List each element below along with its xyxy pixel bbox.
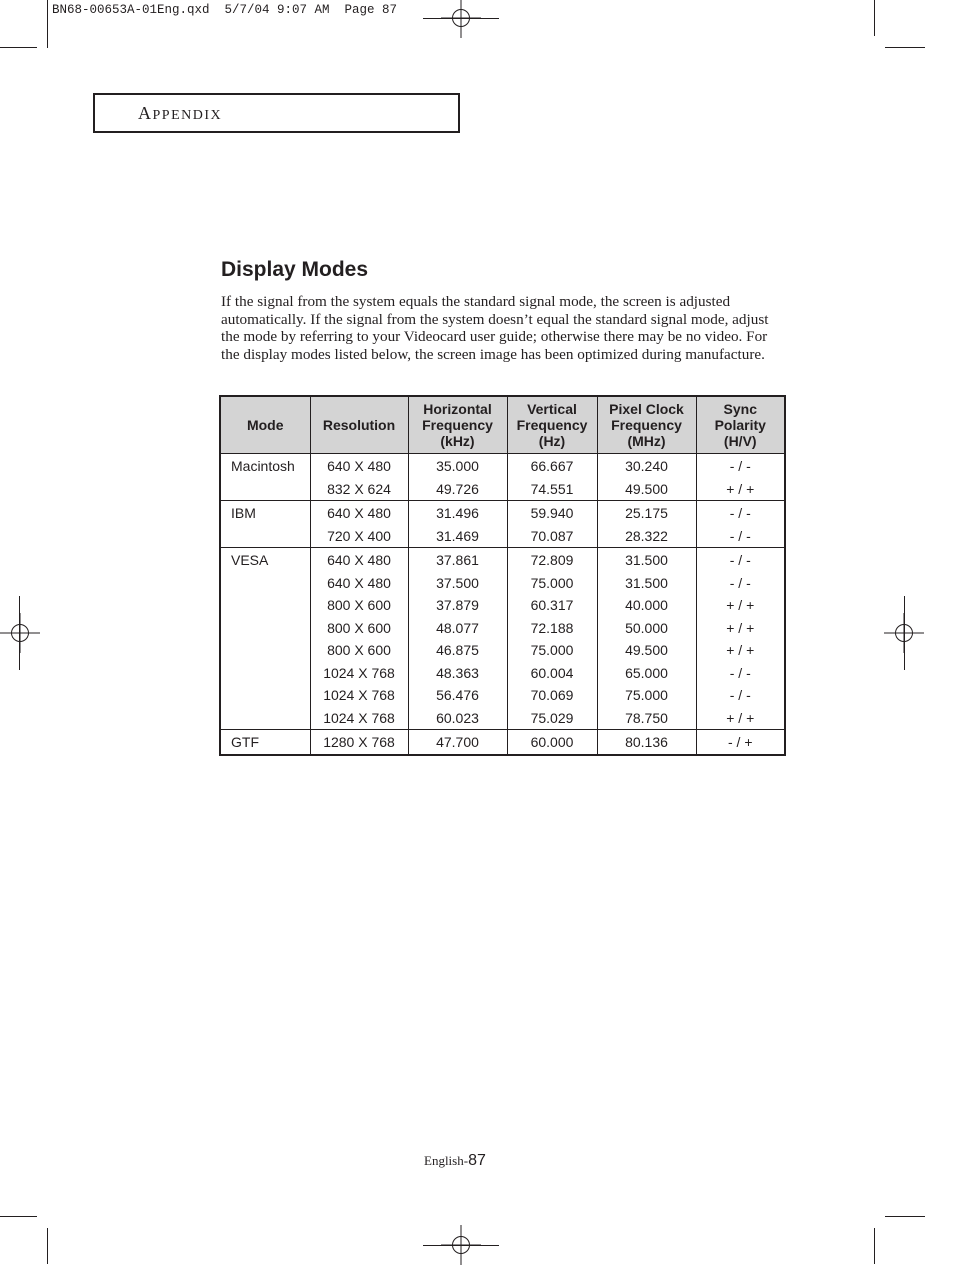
- table-cell: 31.500: [597, 572, 696, 595]
- table-cell: 800 X 600: [310, 639, 408, 662]
- mode-cell: [220, 684, 310, 707]
- table-cell: 31.496: [408, 501, 507, 525]
- table-cell: 832 X 624: [310, 478, 408, 501]
- mode-cell: [220, 707, 310, 730]
- section-label-initial: A: [138, 103, 153, 123]
- column-header: Horizontal Frequency (kHz): [408, 396, 507, 454]
- table-row: [220, 730, 785, 755]
- table-cell: - / -: [729, 552, 751, 569]
- table-cell: 74.551: [507, 478, 597, 501]
- table-cell: 50.000: [597, 617, 696, 640]
- mode-cell: VESA: [220, 548, 310, 572]
- page-number: 87: [468, 1152, 486, 1169]
- page-footer: [424, 1152, 486, 1170]
- table-row: [220, 594, 785, 617]
- table-cell: 56.476: [408, 684, 507, 707]
- table-row: [220, 572, 785, 595]
- table-cell: 40.000: [597, 594, 696, 617]
- table-cell: 25.175: [597, 501, 696, 525]
- table-cell: 1024 X 768: [310, 707, 408, 730]
- table-cell: 48.077: [408, 617, 507, 640]
- table-cell: + / +: [696, 478, 785, 501]
- table-cell: 46.875: [408, 639, 507, 662]
- column-header: Sync Polarity (H/V): [696, 396, 785, 454]
- table-header-row: [220, 396, 785, 454]
- mode-cell: Macintosh: [220, 454, 310, 478]
- page-title: Display Modes: [221, 258, 369, 281]
- table-cell: 31.500: [597, 548, 696, 572]
- table-row: [220, 454, 785, 478]
- table-row: [220, 639, 785, 662]
- table-cell: - / +: [696, 730, 785, 755]
- table-cell: 640 X 480: [310, 454, 408, 478]
- table-cell: 65.000: [597, 662, 696, 685]
- column-header: Pixel Clock Frequency (MHz): [597, 396, 696, 454]
- registration-mark-icon: [441, 0, 481, 38]
- table-cell: + / +: [726, 597, 755, 614]
- table-cell: 37.500: [408, 572, 507, 595]
- section-label-rest: PPENDIX: [152, 108, 223, 123]
- table-cell: 72.809: [507, 548, 597, 572]
- column-header: Mode: [220, 396, 310, 454]
- table-cell: - / -: [696, 525, 785, 548]
- table-cell: 47.700: [408, 730, 507, 755]
- table-cell: 75.000: [507, 572, 597, 595]
- table-cell: 37.879: [408, 594, 507, 617]
- table-cell: 75.000: [597, 684, 696, 707]
- table-row: [220, 478, 785, 501]
- column-header: Resolution: [310, 396, 408, 454]
- table-cell: - / -: [729, 505, 751, 522]
- table-cell: 49.500: [597, 639, 696, 662]
- table-cell: 1024 X 768: [310, 684, 408, 707]
- table-cell: 70.087: [507, 525, 597, 548]
- table-cell: - / -: [729, 664, 751, 681]
- display-modes-table: [219, 395, 786, 756]
- registration-mark-icon: [0, 613, 40, 653]
- table-row: [220, 707, 785, 730]
- table-cell: 37.861: [408, 548, 507, 572]
- mode-cell: [220, 639, 310, 662]
- crop-mark: [904, 596, 905, 670]
- table-cell: 49.500: [597, 478, 696, 501]
- table-row: [220, 501, 785, 525]
- table-cell: + / +: [726, 642, 755, 659]
- mode-cell: [220, 525, 310, 548]
- intro-paragraph: If the signal from the system equals the standard signal mode, the screen is adjusted automatically. If the signal from the system doesn’t equal the standard signal mode, adjust the mode by referring to your Videocard user guide; otherwise there may be no video. For the display modes listed below, the screen image has been optimized during manufacture.: [221, 293, 769, 363]
- crop-mark: [874, 0, 875, 36]
- table-cell: 60.317: [507, 594, 597, 617]
- table-cell: 30.240: [597, 454, 696, 478]
- crop-mark: [47, 1228, 48, 1264]
- table-body: [220, 454, 785, 755]
- crop-mark: [423, 18, 499, 19]
- table-cell: - / -: [729, 458, 751, 475]
- table-cell: 60.000: [507, 730, 597, 755]
- mode-cell: [220, 617, 310, 640]
- table-row: [220, 548, 785, 572]
- table-cell: - / -: [729, 687, 751, 704]
- table-cell: 70.069: [507, 684, 597, 707]
- mode-cell: [220, 572, 310, 595]
- table-cell: 28.322: [597, 525, 696, 548]
- table-cell: 800 X 600: [310, 617, 408, 640]
- table-row: [220, 525, 785, 548]
- table-cell: 1024 X 768: [310, 662, 408, 685]
- table-cell: 66.667: [507, 454, 597, 478]
- table-cell: 720 X 400: [310, 525, 408, 548]
- crop-mark: [47, 0, 48, 48]
- crop-mark: [423, 1245, 499, 1246]
- table-cell: 640 X 480: [310, 572, 408, 595]
- column-header: Vertical Frequency (Hz): [507, 396, 597, 454]
- table-cell: 640 X 480: [310, 501, 408, 525]
- mode-cell: [220, 594, 310, 617]
- table-cell: - / -: [729, 574, 751, 591]
- footer-language: English-: [424, 1153, 469, 1168]
- table-cell: 35.000: [408, 454, 507, 478]
- table-cell: 60.023: [408, 707, 507, 730]
- mode-cell: IBM: [220, 501, 310, 525]
- crop-mark: [0, 1216, 37, 1217]
- table-cell: + / +: [726, 619, 755, 636]
- table-cell: 60.004: [507, 662, 597, 685]
- table-row: [220, 684, 785, 707]
- table-cell: 72.188: [507, 617, 597, 640]
- crop-mark: [885, 47, 925, 48]
- table-cell: 49.726: [408, 478, 507, 501]
- crop-mark: [0, 47, 37, 48]
- section-label: [138, 103, 222, 124]
- table-cell: 800 X 600: [310, 594, 408, 617]
- table-cell: + / +: [696, 707, 785, 730]
- table-cell: 640 X 480: [310, 548, 408, 572]
- crop-mark: [885, 1216, 925, 1217]
- table-cell: 78.750: [597, 707, 696, 730]
- table-cell: 80.136: [597, 730, 696, 755]
- table-cell: 31.469: [408, 525, 507, 548]
- file-header: BN68-00653A-01Eng.qxd 5/7/04 9:07 AM Page 87: [52, 3, 398, 17]
- crop-mark: [19, 596, 20, 670]
- table-cell: 1280 X 768: [310, 730, 408, 755]
- mode-cell: [220, 478, 310, 501]
- table-cell: 75.000: [507, 639, 597, 662]
- crop-mark: [874, 1228, 875, 1264]
- mode-cell: GTF: [220, 730, 310, 755]
- table-row: [220, 662, 785, 685]
- table-cell: 75.029: [507, 707, 597, 730]
- mode-cell: [220, 662, 310, 685]
- table-row: [220, 617, 785, 640]
- table-cell: 48.363: [408, 662, 507, 685]
- table-cell: 59.940: [507, 501, 597, 525]
